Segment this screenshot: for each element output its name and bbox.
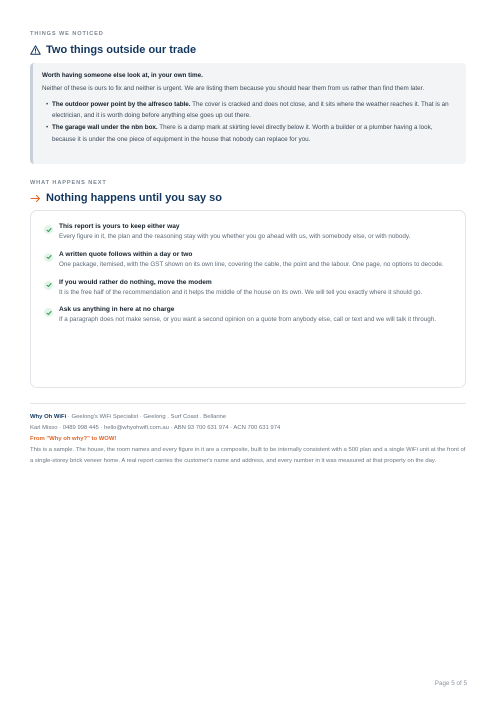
step-title: This report is yours to keep either way bbox=[59, 223, 180, 230]
noticed-heading bbox=[30, 44, 196, 56]
step-body: It is the free half of the recommendation and it helps the middle of the house on its own. We will tell you exactly where it should go. bbox=[59, 288, 423, 296]
bullet-icon: • bbox=[46, 100, 49, 108]
next-heading bbox=[30, 192, 222, 204]
noticed-eyebrow: THINGS WE NOTICED bbox=[30, 31, 104, 37]
notice-item-text: There is a damp mark at skirting level directly below it. Worth a builder or a plumber having a look, because it is under the one piece of equipment in the house that nobody can replace for you. bbox=[52, 124, 433, 143]
notice-item-text: The cover is cracked and does not close, and it sits where the weather reaches it. That is an electrician, and it is worth doing before anything else goes up out there. bbox=[52, 100, 449, 119]
step-title: A written quote follows within a day or two bbox=[59, 250, 193, 258]
step-item bbox=[44, 278, 455, 299]
step-title: If you would rather do nothing, move the modem bbox=[59, 278, 212, 286]
arrow-right-icon bbox=[30, 194, 41, 203]
footer-divider bbox=[30, 403, 466, 404]
footer bbox=[30, 412, 470, 467]
footer-brand: Why Oh WiFi bbox=[30, 414, 67, 420]
step-body: Every figure in it, the plan and the reasoning stay with you whether you go ahead with us, with somebody else, or with nobody. bbox=[59, 233, 411, 240]
check-icon bbox=[44, 225, 53, 234]
next-heading-text: Nothing happens until you say so bbox=[46, 192, 223, 204]
bullet-icon: • bbox=[46, 124, 49, 131]
step-title: Ask us anything in here at no charge bbox=[59, 306, 175, 314]
step-item bbox=[44, 222, 455, 243]
footer-brand-line bbox=[30, 412, 470, 423]
check-icon bbox=[44, 281, 53, 290]
notice-lead: Worth having someone else look at, in your own time. bbox=[42, 72, 203, 79]
notice-list bbox=[42, 99, 456, 146]
notice-item-title: The garage wall under the nbn box. bbox=[52, 124, 158, 131]
step-body: One package, itemised, with the GST shown on its own line, covering the cable, the point and the labour. One page, no options to decode. bbox=[59, 260, 444, 268]
noticed-heading-text: Two things outside our trade bbox=[46, 44, 197, 56]
next-eyebrow: WHAT HAPPENS NEXT bbox=[30, 180, 107, 186]
step-body: If a paragraph does not make sense, or you want a second opinion on a quote from anybody else, call or text and we will talk it through. bbox=[59, 316, 436, 324]
footer-slogan: From "Why oh why?" to WOW! bbox=[30, 436, 117, 442]
notice-callout bbox=[30, 63, 466, 164]
warning-triangle-icon bbox=[30, 45, 41, 55]
step-item bbox=[44, 305, 455, 326]
list-item bbox=[47, 99, 456, 122]
step-item bbox=[44, 250, 455, 271]
check-icon bbox=[44, 253, 53, 262]
footer-tagline: · Geelong's WiFi Specialist · Geelong . Surf Coast . Bellarine bbox=[66, 414, 227, 420]
page-number: Page 5 of 5 bbox=[434, 680, 467, 687]
next-steps-card bbox=[30, 210, 466, 388]
notice-intro: Neither of these is ours to fix and neither is urgent. We are listing them because you should hear them from us rather than find them later. bbox=[42, 85, 425, 92]
list-item bbox=[47, 122, 456, 145]
footer-contact: Karl Misso · 0489 998 445 · hello@whyohwifi.com.au · ABN 93 700 631 974 · ACN 700 631 974 bbox=[30, 425, 281, 431]
notice-item-title: The outdoor power point by the alfresco table. bbox=[52, 100, 191, 108]
check-icon bbox=[44, 308, 53, 317]
footer-disclaimer: This is a sample. The house, the room names and every figure in it are a composite, built to be internally consistent with a 500 plan and a single WiFi unit at the front of a single-storey brick veneer home. A real report carries the customer's name and address, and every number in it was measured at that property on the day. bbox=[30, 447, 466, 464]
